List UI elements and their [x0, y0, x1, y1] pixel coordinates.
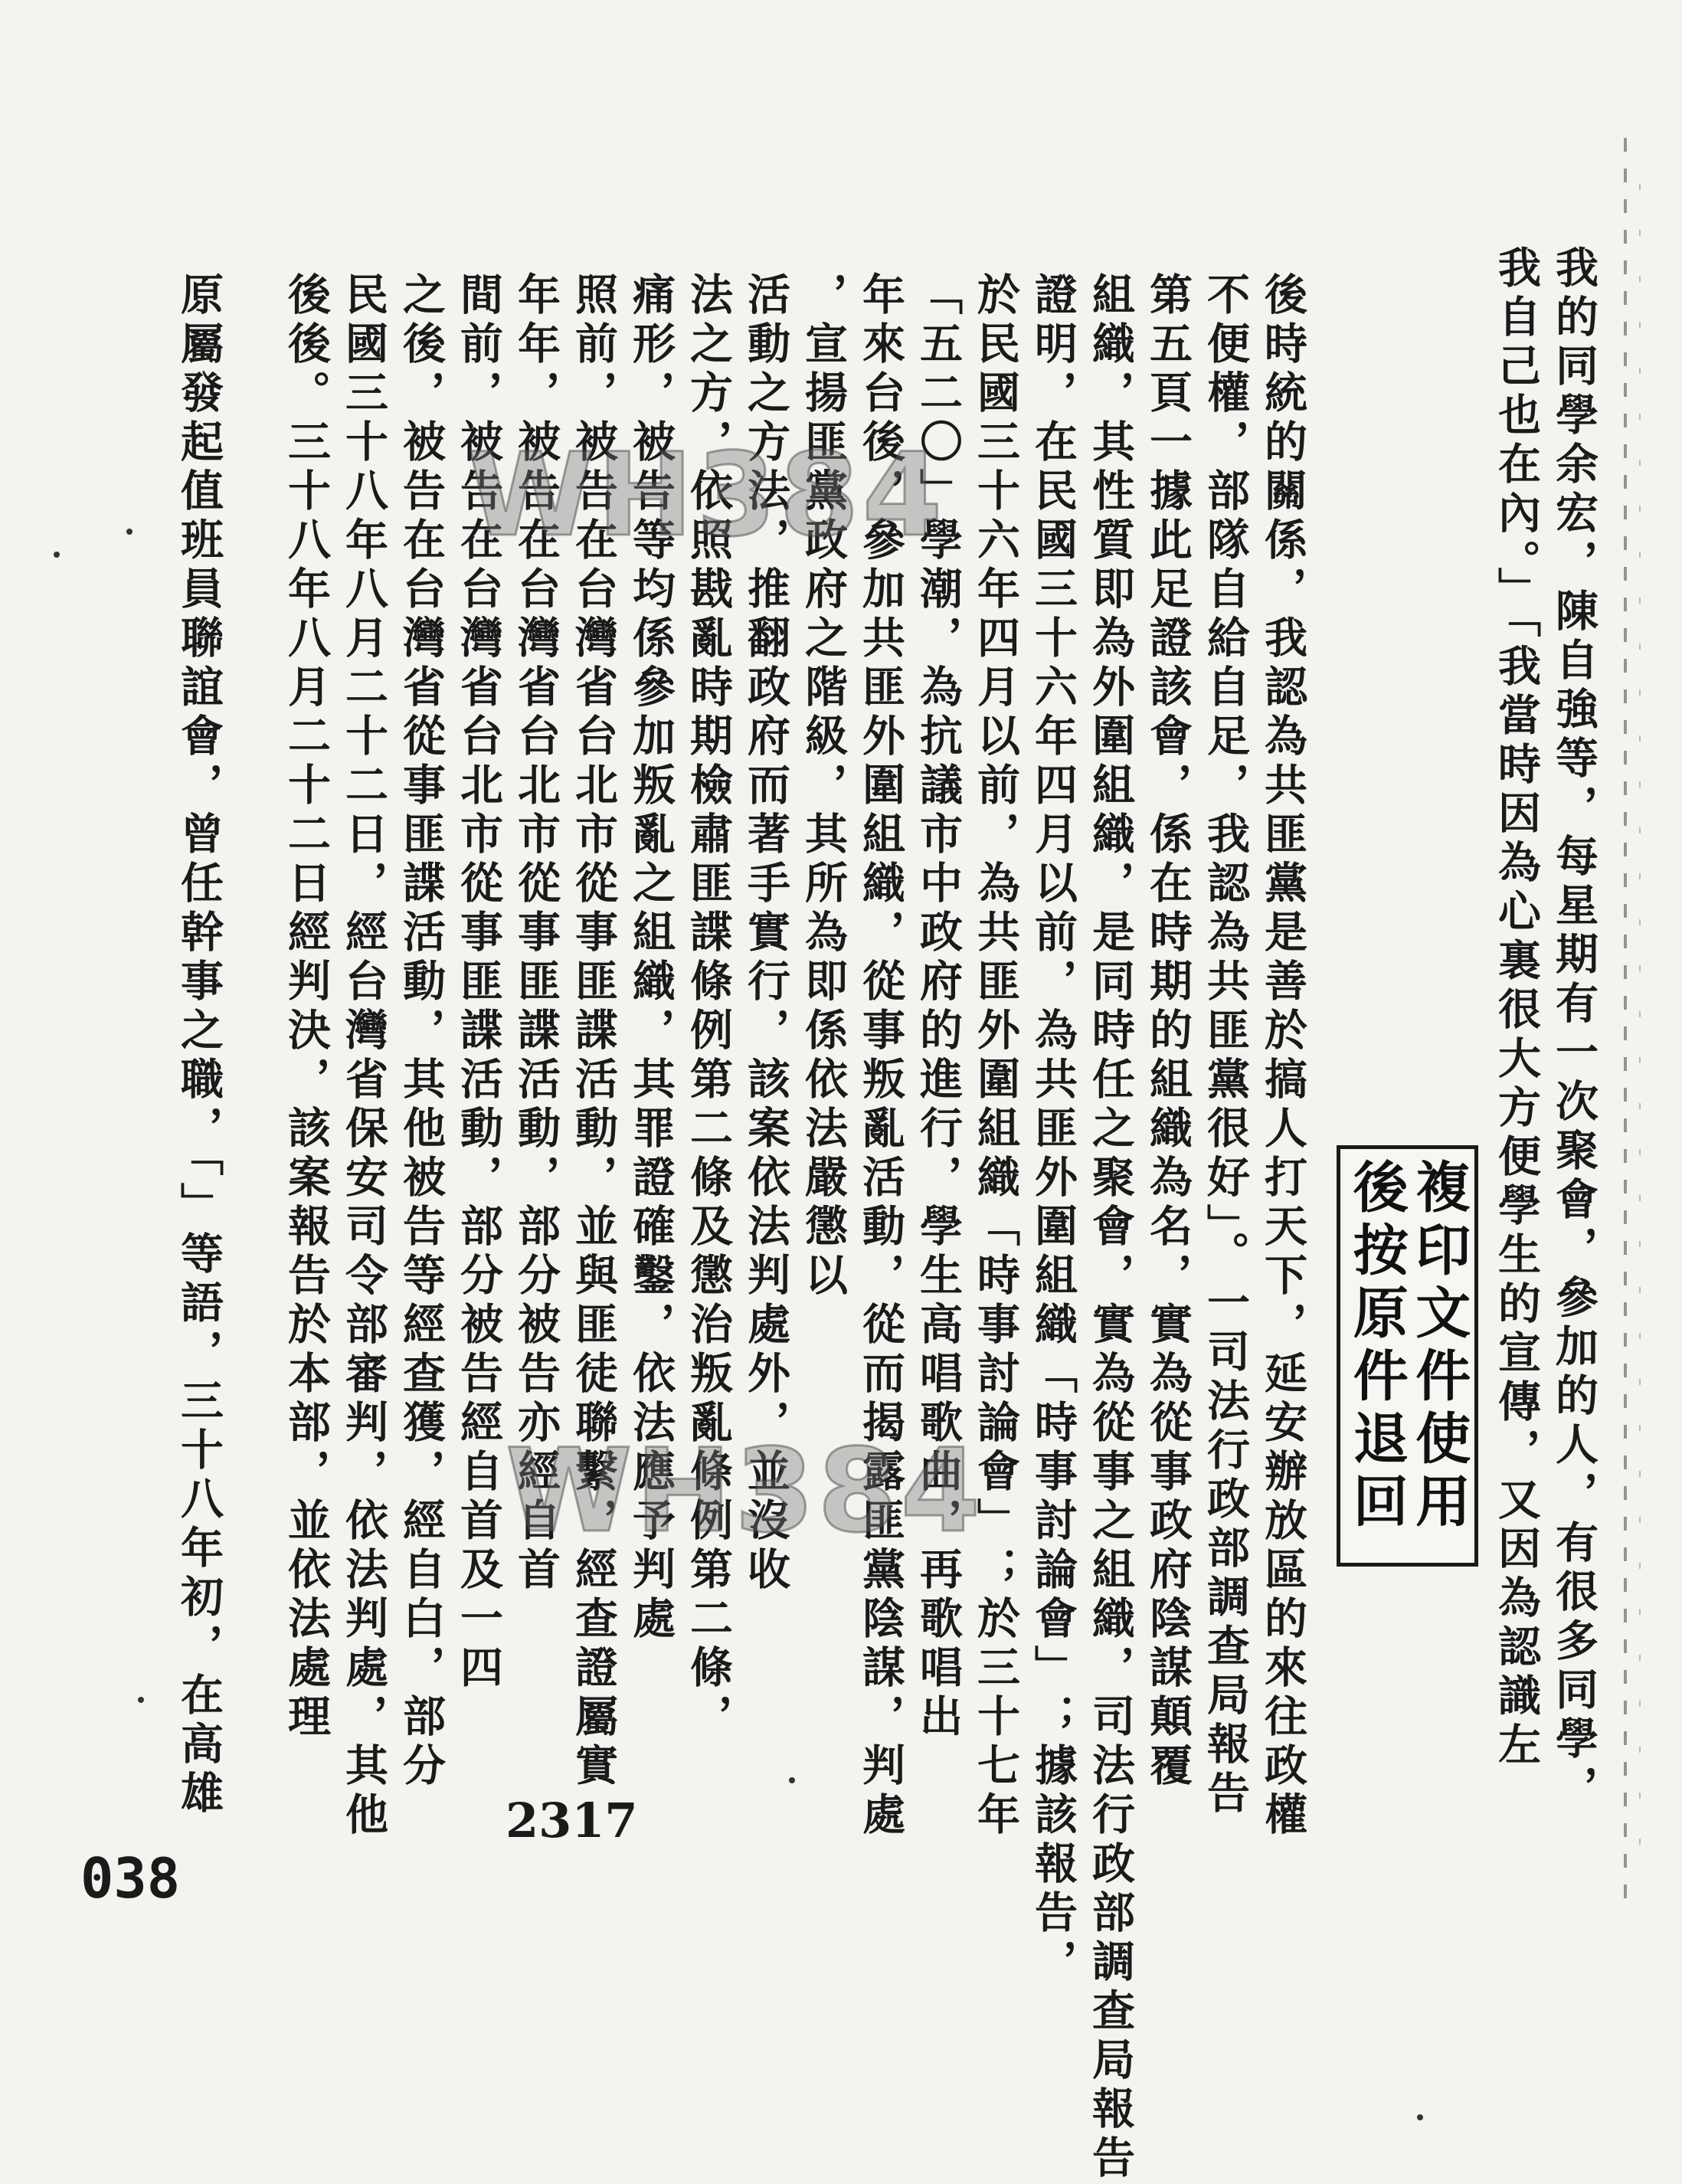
text-column: 於民國三十六年四月以前，為共匪外圍組織「時事討論會」；於三十七年 — [970, 272, 1021, 1841]
text-column: 之後，被告在台灣省從事匪諜活動，其他被告等經查獲，經自白，部分 — [396, 272, 447, 1792]
text-column: 「五二〇」學潮，為抗議市中政府的進行，學生高唱歌曲，再歌唱出 — [913, 272, 964, 1743]
archive-watermark: WH384 — [506, 1425, 984, 1558]
text-column: 證明，在民國三十六年四月以前，為共匪外圍組織「時事討論會」；據該報告， — [1028, 272, 1078, 1988]
scan-speck — [1417, 2114, 1423, 2120]
text-column: 第五頁一據此足證該會，係在時期的組織為名，實為從事政府陰謀顛覆 — [1143, 272, 1193, 1792]
text-column: 後後。三十八年八月二十二日經判決，該案報告於本部，並依法處理 — [281, 272, 332, 1743]
text-column: 後時統的關係，我認為共匪黨是善於搞人打天下，延安辦放區的來往政權 — [1258, 272, 1308, 1841]
archive-watermark: WH384 — [467, 429, 946, 562]
text-column: 照前，被告在台灣省台北市從事匪諜活動，並與匪徒聯繫，經查證屬實 — [568, 272, 619, 1792]
text-column: 活動之方法，推翻政府而著手實行，該案依法判處外，並沒收 — [741, 272, 791, 1596]
text-column: 間前，被告在台灣省台北市從事匪諜活動，部分被告經自首及一四 — [453, 272, 504, 1694]
scan-speck — [126, 529, 133, 535]
document-number: 2317 — [506, 1793, 638, 1848]
side-text-column: 我的同學余宏，陳自強等，每星期有一次聚會，參加的人，有很多同學， — [1549, 245, 1599, 1814]
text-column: 民國三十八年八月二十二日，經台灣省保安司令部審判，依法判處，其他 — [339, 272, 389, 1841]
text-column: 法之方，依照戡亂時期檢肅匪諜條例第二條及懲治叛亂條例第二條， — [683, 272, 734, 1743]
scan-edge-line — [1624, 138, 1627, 1900]
stamp-line: 複印文件使用 — [1406, 1158, 1472, 1535]
text-column: 原屬發起值班員聯誼會，曾任幹事之職，「」等語，三十八年初，在高雄 — [174, 272, 224, 1819]
text-column: 痛形，被告等均係參加叛亂之組織，其罪證確鑿，依法應予判處 — [626, 272, 676, 1645]
side-text-column: 我自己也在內。」「我當時因為心裏很大方便學生的宣傳，又因為認識左 — [1491, 245, 1542, 1771]
stamp-line: 後按原件退回 — [1343, 1158, 1409, 1535]
text-column: 不便權，部隊自給自足，我認為共匪黨很好」。一司法行政部調查局報告 — [1200, 272, 1251, 1819]
text-column: 年年，被告在台灣省台北市從事匪諜活動，部分被告亦經自首 — [511, 272, 561, 1596]
scan-speck — [138, 1697, 144, 1703]
copy-return-stamp — [1337, 1145, 1478, 1567]
scan-speck — [54, 552, 60, 558]
text-column: 年來台後，參加共匪外圍組織，從事叛亂活動，從而揭露匪黨陰謀，判處 — [856, 272, 906, 1841]
text-column: 組織，其性質即為外圍組織，是同時任之聚會，實為從事之組織，司法行政部調查局報告 — [1085, 272, 1136, 2184]
scan-speck — [789, 1777, 795, 1783]
page-number: 038 — [80, 1846, 181, 1911]
scan-edge-line — [1639, 184, 1641, 1869]
text-column: ，宣揚匪黨政府之階級，其所為即係依法嚴懲以 — [798, 272, 849, 1302]
